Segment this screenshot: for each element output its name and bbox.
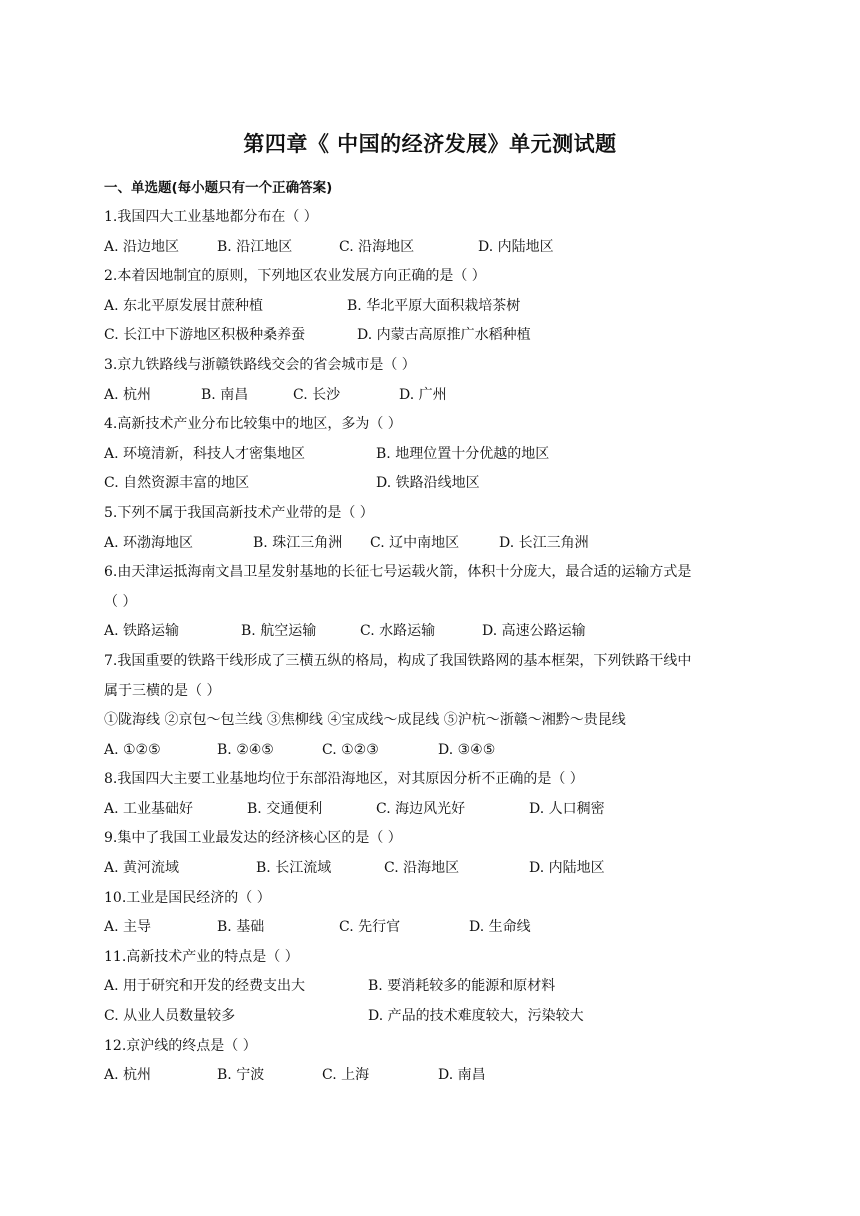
option-row [104,1061,764,1091]
option-d: D. 生命线 [469,919,531,936]
question-1 [104,203,764,262]
question-stem-line: 4.高新技术产业分布比较集中的地区，多为（ ） [104,416,402,433]
question-6 [104,558,764,647]
option-row [104,292,764,322]
option-b: B. 基础 [217,919,265,936]
option-row [104,529,764,559]
option-b: B. 航空运输 [241,623,317,640]
option-d: D. 长江三角洲 [499,534,589,551]
option-b: B. 华北平原大面积栽培茶树 [347,297,521,314]
question-stem-line: 12.京沪线的终点是（ ） [104,1037,257,1054]
question-stem-line: 5.下列不属于我国高新技术产业带的是（ ） [104,504,374,521]
option-row [104,1002,764,1032]
option-row [104,913,764,943]
option-b: B. ②④⑤ [217,741,274,758]
option-row [104,617,764,647]
section-heading: 一、单选题(每小题只有一个正确答案) [104,180,333,196]
option-row [104,854,764,884]
option-a: A. 用于研究和开发的经费支出大 [104,978,306,995]
option-d: D. ③④⑤ [438,741,496,758]
option-d: D. 铁路沿线地区 [376,475,480,492]
option-b: B. 宁波 [217,1067,265,1084]
option-row [104,469,764,499]
question-list [104,203,764,1091]
question-3 [104,351,764,410]
option-a: A. 环渤海地区 [104,534,194,551]
question-stem-line: 2.本着因地制宜的原则，下列地区农业发展方向正确的是（ ） [104,268,486,285]
option-a: A. 东北平原发展甘蔗种植 [104,297,264,314]
option-a: A. 环境清新，科技人才密集地区 [104,445,306,462]
question-stem-line: 3.京九铁路线与浙赣铁路线交会的省会城市是（ ） [104,356,416,373]
question-10 [104,884,764,943]
option-d: D. 内陆地区 [529,860,605,877]
option-a: A. ①②⑤ [104,741,161,758]
option-a: A. 杭州 [104,386,152,403]
option-d: D. 广州 [399,386,447,403]
option-c: C. 上海 [322,1067,370,1084]
option-b: B. 珠江三角洲 [253,534,343,551]
option-row [104,736,764,766]
option-b: B. 长江流域 [256,860,332,877]
question-stem-line: ①陇海线 ②京包～包兰线 ③焦柳线 ④宝成线～成昆线 ⑤沪杭～浙赣～湘黔～贵昆线 [104,712,626,729]
question-stem-line: 6.由天津运抵海南文昌卫星发射基地的长征七号运载火箭，体积十分庞大，最合适的运输方式是 [104,564,692,581]
option-row [104,381,764,411]
question-stem-line: 8.我国四大主要工业基地均位于东部沿海地区，对其原因分析不正确的是（ ） [104,771,584,788]
question-stem-line: 7.我国重要的铁路干线形成了三横五纵的格局，构成了我国铁路网的基本框架，下列铁路干线中 [104,652,692,669]
option-a: A. 主导 [104,919,152,936]
option-a: A. 铁路运输 [104,623,180,640]
option-b: B. 南昌 [201,386,249,403]
option-a: A. 黄河流域 [104,860,180,877]
document-title: 第四章《 中国的经济发展》单元测试题 [243,132,617,156]
question-stem-line: 9.集中了我国工业最发达的经济核心区的是（ ） [104,830,402,847]
option-b: B. 地理位置十分优越的地区 [376,445,550,462]
option-d: D. 高速公路运输 [482,623,586,640]
option-row [104,233,764,263]
option-d: D. 内陆地区 [478,238,554,255]
question-4 [104,410,764,499]
question-11 [104,943,764,1032]
option-c: C. 沿海地区 [384,860,460,877]
option-row [104,795,764,825]
option-d: D. 内蒙古高原推广水稻种植 [357,327,531,344]
question-stem-line: 11.高新技术产业的特点是（ ） [104,948,299,965]
option-c: C. 长沙 [293,386,341,403]
option-c: C. ①②③ [322,741,379,758]
question-2 [104,262,764,351]
option-d: D. 南昌 [438,1067,486,1084]
question-stem-line: 1.我国四大工业基地都分布在（ ） [104,209,318,225]
option-c: C. 长江中下游地区积极种桑养蚕 [104,327,306,344]
option-c: C. 自然资源丰富的地区 [104,475,250,492]
option-c: C. 辽中南地区 [370,534,460,551]
question-5 [104,499,764,558]
option-b: B. 沿江地区 [217,238,293,255]
option-c: C. 从业人员数量较多 [104,1008,236,1025]
question-7 [104,647,764,765]
question-9 [104,824,764,883]
option-d: D. 人口稠密 [529,800,605,817]
option-row [104,972,764,1002]
question-8 [104,765,764,824]
question-12 [104,1032,764,1091]
option-c: C. 沿海地区 [339,238,415,255]
option-row [104,321,764,351]
question-stem-line: 属于三横的是（ ） [104,682,221,699]
option-d: D. 产品的技术难度较大，污染较大 [368,1008,584,1025]
option-c: C. 水路运输 [360,623,436,640]
option-b: B. 交通便利 [247,800,323,817]
option-a: A. 工业基础好 [104,800,194,817]
option-b: B. 要消耗较多的能源和原材料 [368,978,556,995]
option-c: C. 海边风光好 [376,800,466,817]
option-a: A. 杭州 [104,1067,152,1084]
option-a: A. 沿边地区 [104,238,180,255]
question-stem-line: （ ） [104,593,137,610]
option-row [104,440,764,470]
option-c: C. 先行官 [339,919,401,936]
question-stem-line: 10.工业是国民经济的（ ） [104,889,271,906]
